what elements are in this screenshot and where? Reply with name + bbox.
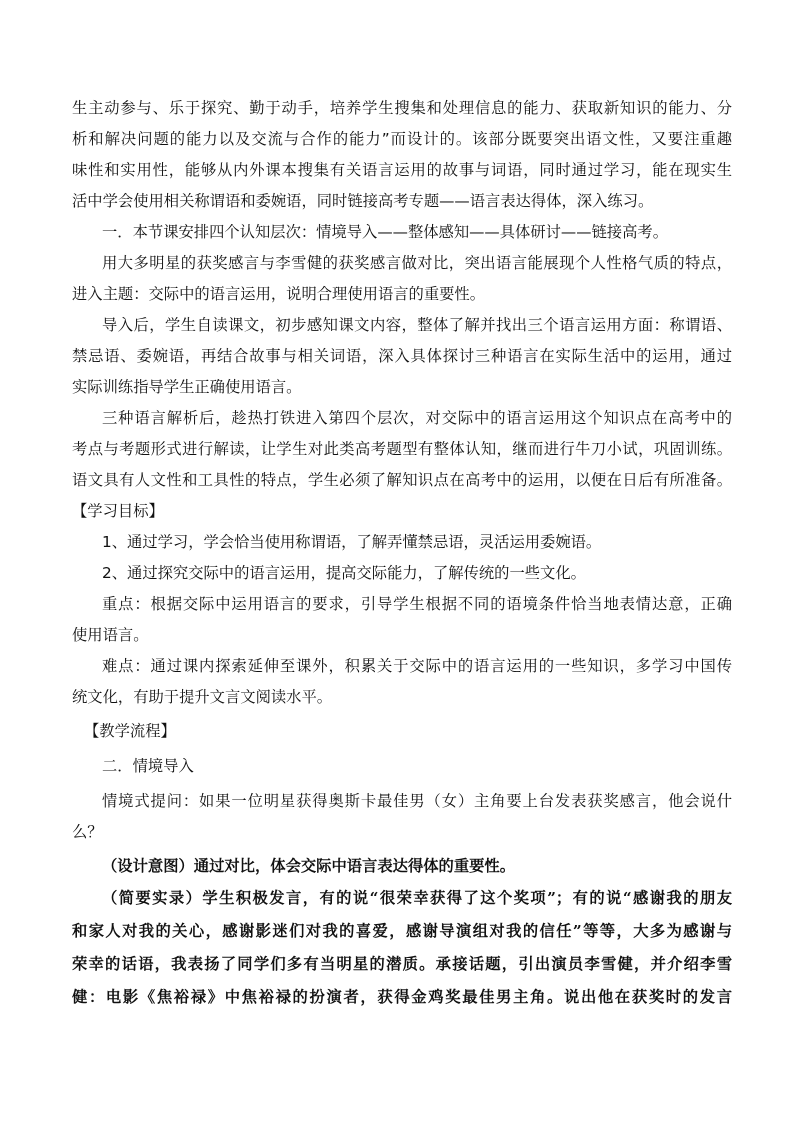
difficulty-line: 难点：通过课内探索延伸至课外，积累关于交际中的语言运用的一些知识，多学习中国传 — [102, 657, 732, 675]
question-line: 么？ — [72, 823, 103, 841]
section-heading-situation-intro: 二．情境导入 — [102, 757, 194, 775]
paragraph-line: 生主动参与、乐于探究、勤于动手，培养学生搜集和处理信息的能力、获取新知识的能力、分 — [72, 99, 732, 117]
paragraph-line: 实际训练指导学生正确使用语言。 — [72, 378, 302, 396]
section-heading-learning-goals: 【学习目标】 — [72, 502, 164, 520]
record-line: 荣幸的话语，我表扬了同学们多有当明星的潜质。承接话题，引出演员李雪健，并介绍李雪 — [72, 955, 732, 973]
paragraph-line: 味性和实用性，能够从内外课本搜集有关语言运用的故事与词语，同时通过学习，能在现实生 — [72, 161, 732, 179]
key-point-line: 使用语言。 — [72, 626, 149, 644]
paragraph-line: 活中学会使用相关称谓语和委婉语，同时链接高考专题——语言表达得体，深入练习。 — [72, 192, 654, 210]
difficulty-line: 统文化，有助于提升文言文阅读水平。 — [72, 688, 333, 706]
paragraph-line: 三种语言解析后，趁热打铁进入第四个层次，对交际中的语言运用这个知识点在高考中的 — [102, 409, 732, 427]
goal-item-2: 2、通过探究交际中的语言运用，提高交际能力，了解传统的一些文化。 — [102, 564, 586, 582]
section-heading-structure: 一．本节课安排四个认知层次：情境导入——整体感知——具体研讨——链接高考。 — [102, 223, 668, 241]
paragraph-line: 语文具有人文性和工具性的特点，学生必须了解知识点在高考中的运用，以便在日后有所准备。 — [72, 471, 732, 489]
key-point-line: 重点：根据交际中运用语言的要求，引导学生根据不同的语境条件恰当地表情达意，正确 — [102, 595, 732, 613]
record-line: 和家人对我的关心，感谢影迷们对我的喜爱，感谢导演组对我的信任”等等，大多为感谢与 — [72, 922, 732, 940]
paragraph-line: 进入主题：交际中的语言运用，说明合理使用语言的重要性。 — [72, 285, 486, 303]
paragraph-line: 考点与考题形式进行解读，让学生对此类高考题型有整体认知，继而进行牛刀小试，巩固训练。 — [72, 440, 732, 458]
record-line: 健：电影《焦裕禄》中焦裕禄的扮演者，获得金鸡奖最佳男主角。说出他在获奖时的发言 — [72, 988, 732, 1006]
paragraph-line: 用大多明星的获奖感言与李雪健的获奖感言做对比，突出语言能展现个人性格气质的特点， — [102, 254, 732, 272]
goal-item-1: 1、通过学习，学会恰当使用称谓语，了解弄懂禁忌语，灵活运用委婉语。 — [102, 533, 602, 551]
section-heading-teaching-process: 【教学流程】 — [84, 722, 176, 740]
question-line: 情境式提问：如果一位明星获得奥斯卡最佳男（女）主角要上台发表获奖感言，他会说什 — [102, 792, 732, 810]
paragraph-line: 析和解决问题的能力以及交流与合作的能力”而设计的。该部分既要突出语文性，又要注重趣 — [72, 130, 732, 148]
design-intent-line: （设计意图）通过对比，体会交际中语言表达得体的重要性。 — [102, 857, 516, 875]
record-line: （简要实录）学生积极发言，有的说“很荣幸获得了这个奖项”；有的说“感谢我的朋友 — [102, 889, 732, 907]
paragraph-line: 导入后，学生自读课文，初步感知课文内容，整体了解并找出三个语言运用方面：称谓语、 — [102, 316, 732, 334]
paragraph-line: 禁忌语、委婉语，再结合故事与相关词语，深入具体探讨三种语言在实际生活中的运用，通过 — [72, 347, 732, 365]
